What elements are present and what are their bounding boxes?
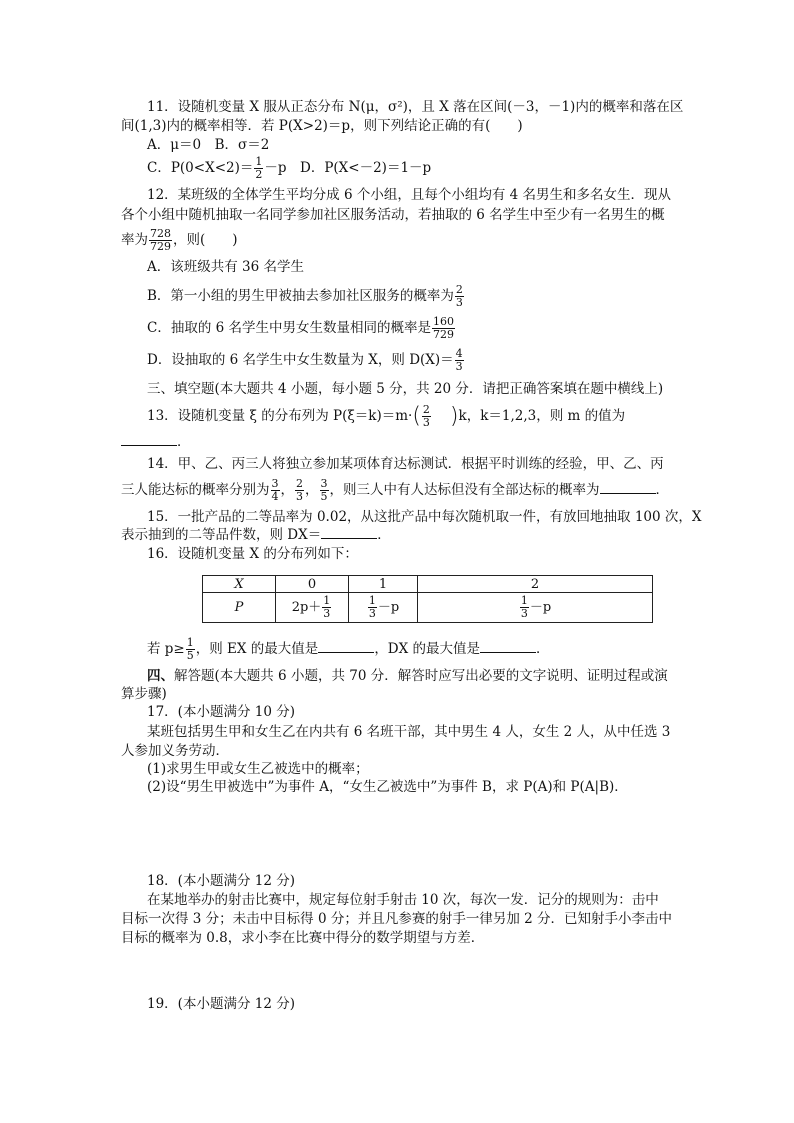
table-row	[203, 593, 653, 623]
frac-num: 728	[150, 227, 171, 240]
q18-line1: 在某地举办的射击比赛中，规定每位射手射击 10 次，每次一发．记分的规则为：击中	[147, 892, 659, 908]
q16-dx-blank[interactable]	[480, 640, 536, 653]
q12-optd-frac	[455, 348, 464, 373]
q13-answer-blank[interactable]	[121, 433, 177, 446]
frac-den: 3	[368, 607, 376, 620]
left-paren-glyph: (	[412, 403, 421, 429]
frac-num: 3	[320, 477, 328, 490]
table-cell: 0	[276, 576, 349, 593]
frac-den: 5	[186, 649, 194, 662]
q18-line3: 目标的概率为 0.8，求小李在比赛中得分的数学期望与方差．	[121, 930, 485, 946]
table-cell: P	[203, 593, 276, 623]
cell-post: －p	[377, 600, 400, 615]
frac-den: 5	[320, 490, 328, 503]
frac-num: 2	[422, 403, 430, 416]
q16-ex-blank[interactable]	[318, 640, 374, 653]
q14-line2: 三人能达标的概率分别为 $\frac{3}{4}$ ， $\frac{2}{3}$ ， $\frac{3}{5}$ ，则三人中有人达标但没有全部达标的概率为 ．	[121, 477, 669, 503]
q11-optc-frac	[254, 156, 263, 181]
q15-line1: 15．一批产品的二等品率为 0.02，从这批产品中每次随机取一件，有放回地抽取 100 次，X	[147, 509, 702, 525]
q11-optc-post: －p D．P(X<－2)＝1－p	[264, 160, 432, 176]
q12-option-d	[147, 348, 465, 373]
q14-frac-2	[295, 478, 304, 503]
table-cell	[276, 593, 349, 623]
distribution-table	[202, 575, 653, 623]
table-cell	[349, 593, 418, 623]
frac-num: 1	[323, 594, 331, 607]
table-cell: X	[203, 576, 276, 593]
frac-den: 3	[520, 607, 528, 620]
cell-post: －p	[529, 600, 552, 615]
q16-line1: 16．设随机变量 X 的分布列如下：	[147, 546, 358, 562]
frac-num: 1	[255, 155, 263, 168]
q17-head: 17．(本小题满分 10 分)	[147, 704, 295, 720]
q11-options-cd	[147, 156, 431, 181]
q14-end: ．	[655, 482, 669, 498]
q14-answer-blank[interactable]	[600, 481, 656, 494]
q12-optd-pre: D．设抽取的 6 名学生中女生数量为 X，则 D(X)＝	[147, 352, 454, 368]
table-cell: 1	[349, 576, 418, 593]
q12-line2: 各个小组中随机抽取一名同学参加社区服务活动，若抽取的 6 名学生中至少有一名男生的概	[121, 207, 665, 223]
section4-line1: 解答题(本大题共 6 小题，共 70 分．解答时应写出必要的文字说明、证明过程或演	[174, 668, 668, 684]
q12-line1: 12．某班级的全体学生平均分成 6 个小组，且每个小组均有 4 名男生和多名女生．现从	[147, 187, 672, 203]
frac-den: 4	[271, 490, 279, 503]
q12-optb-frac	[455, 284, 464, 309]
frac-num: 2	[296, 477, 303, 490]
q13-pre: 13．设随机变量 ξ 的分布列为 P(ξ＝k)＝m·	[147, 408, 413, 424]
q18-line2: 目标一次得 3 分；未击中目标得 0 分；并且凡参赛的射手一律另加 2 分．已知射手小李击中	[121, 911, 673, 927]
q11-line1: 11．设随机变量 X 服从正态分布 N(μ，σ²)，且 X 落在区间(－3，－1)内的概率和落在区	[147, 99, 684, 115]
q18-head: 18．(本小题满分 12 分)	[147, 873, 295, 889]
q15-answer-blank[interactable]	[321, 526, 377, 539]
q14-post: ，则三人中有人达标但没有全部达标的概率为	[329, 482, 600, 498]
q17-sub2: (2)设“男生甲被选中”为事件 A，“女生乙被选中”为事件 B，求 P(A)和 P(A|B)．	[147, 779, 628, 795]
q12-option-c	[147, 316, 456, 341]
q11-optc-pre: C．P(0<X<2)＝	[147, 160, 254, 176]
frac-num: 3	[271, 477, 279, 490]
q12-line3-pre: 率为	[121, 232, 148, 248]
frac-den: 729	[150, 240, 171, 253]
q16-mid: ，则 EX 的最大值是	[195, 641, 319, 657]
q11-line2: 间(1,3)内的概率相等．若 P(X>2)＝p，则下列结论正确的有( )	[121, 118, 523, 134]
q16-frac	[186, 637, 195, 662]
table-cell	[418, 593, 653, 623]
frac-num: 2	[455, 283, 463, 296]
q16-pre: 若 p≥	[147, 641, 185, 657]
cell-frac	[520, 595, 529, 620]
q14-pre: 三人能达标的概率分别为	[121, 482, 270, 498]
frac-num: 4	[455, 347, 463, 360]
q16-question-line	[147, 637, 550, 662]
frac-den: 729	[433, 328, 455, 341]
q13-frac	[422, 404, 431, 429]
section3-heading: 三、填空题(本大题共 4 小题，每小题 5 分，共 20 分．请把正确答案填在题中横线上)	[147, 381, 664, 397]
q13-post: k，k＝1,2,3，则 m 的值为	[458, 408, 626, 424]
section4-heading	[147, 667, 668, 685]
frac-num: 1	[520, 594, 528, 607]
q14-frac-1	[271, 478, 280, 503]
q14-frac-3	[320, 478, 329, 503]
right-paren-glyph: )	[449, 403, 459, 429]
cell-frac	[368, 595, 377, 620]
q12-option-a: A．该班级共有 36 名学生	[147, 259, 305, 275]
section4-line2: 算步骤)	[121, 686, 167, 702]
q17-sub1: (1)求男生甲或女生乙被选中的概率；	[147, 761, 369, 777]
table-cell: 2	[418, 576, 653, 593]
frac-den: 3	[323, 607, 331, 620]
q11-options-ab: A．μ＝0 B．σ＝2	[147, 137, 270, 153]
q17-line2: 人参加义务劳动．	[121, 743, 229, 759]
q19-head: 19．(本小题满分 12 分)	[147, 996, 295, 1012]
q15-line2	[121, 526, 391, 544]
q12-optb-pre: B．第一小组的男生甲被抽去参加社区服务的概率为	[147, 288, 454, 304]
q16-mid2: ，DX 的最大值是	[374, 641, 481, 657]
q16-end: ．	[536, 641, 550, 657]
frac-den: 3	[455, 296, 463, 309]
cell-pre: 2p＋	[291, 600, 322, 615]
q12-line3-post: ，则( )	[173, 232, 238, 248]
q13-end: ．	[177, 434, 191, 450]
q13-line1	[147, 404, 625, 429]
frac-den: 3	[296, 490, 303, 503]
q12-optc-pre: C．抽取的 6 名学生中男女生数量相同的概率是	[147, 320, 432, 336]
frac-den: 3	[422, 416, 430, 429]
table-header-row	[203, 576, 653, 593]
frac-den: 2	[255, 168, 263, 181]
q14-line1: 14．甲、乙、丙三人将独立参加某项体育达标测试．根据平时训练的经验，甲、乙、丙	[147, 456, 664, 472]
frac-num: 160	[433, 315, 455, 328]
frac-num: 1	[368, 594, 376, 607]
q12-option-b	[147, 284, 465, 309]
cell-frac	[322, 595, 331, 620]
q15-line2-text: 表示抽到的二等品件数，则 DX＝	[121, 527, 322, 543]
q12-optc-frac	[432, 316, 455, 341]
q15-end: ．	[377, 527, 391, 543]
frac-den: 3	[455, 360, 463, 373]
q17-line1: 某班包括男生甲和女生乙在内共有 6 名班干部，其中男生 4 人，女生 2 人，从中任选 3	[147, 724, 671, 740]
section4-title: 四、	[147, 668, 174, 684]
q12-line3	[121, 228, 238, 253]
q12-prob-frac	[149, 228, 172, 253]
q13-answer-line	[121, 433, 191, 451]
frac-num: 1	[186, 636, 194, 649]
